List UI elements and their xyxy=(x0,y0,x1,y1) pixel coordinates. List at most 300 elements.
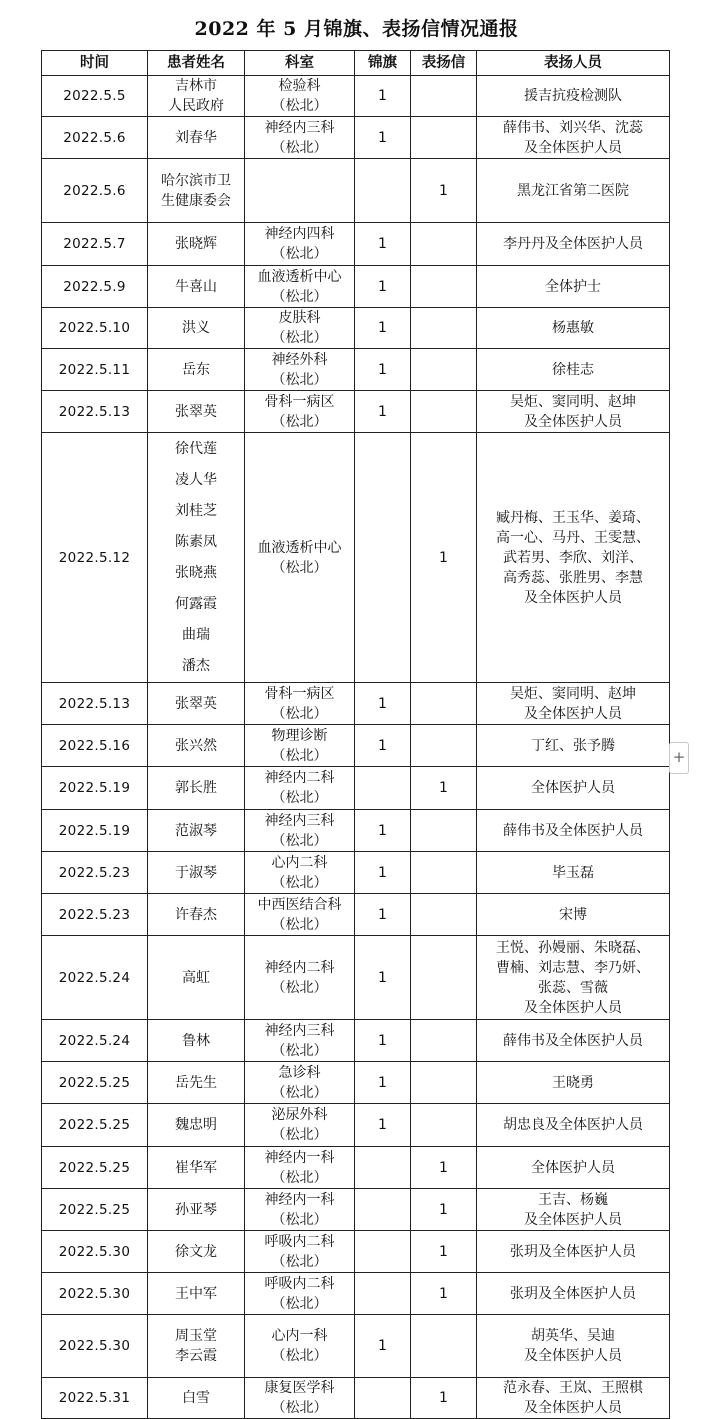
cell-line: 急诊科 xyxy=(278,1064,321,1081)
patient-cell xyxy=(148,767,245,810)
table-row xyxy=(42,117,670,159)
cell-line: （松北） xyxy=(271,559,328,576)
staff-cell xyxy=(477,266,670,308)
cell-line: 宋博 xyxy=(559,906,587,923)
letter-count-cell xyxy=(411,894,477,936)
table-row xyxy=(42,1104,670,1147)
cell-line: 神经内二科 xyxy=(264,770,335,786)
cell-line: 骨科一病区 xyxy=(264,685,335,702)
letter-count-cell: 1 xyxy=(411,1273,477,1315)
department-cell xyxy=(245,767,355,810)
cell-line: 王吉、杨巍 xyxy=(538,1191,608,1208)
staff-cell xyxy=(477,76,670,117)
cell-line: 及全体医护人员 xyxy=(524,413,622,430)
cell-line: 全体护士 xyxy=(545,278,601,295)
letter-count-cell: 1 xyxy=(411,1378,477,1419)
cell-line: 神经内一科 xyxy=(264,1149,335,1166)
cell-line: 张晓燕 xyxy=(175,564,217,581)
date-cell: 2022.5.19 xyxy=(42,767,148,810)
staff-cell xyxy=(477,391,670,433)
cell-line: 及全体医护人员 xyxy=(524,139,622,156)
cell-line: 及全体医护人员 xyxy=(524,1211,622,1228)
cell-line: 王中军 xyxy=(175,1285,217,1302)
cell-line: 皮肤科 xyxy=(278,310,321,326)
department-cell xyxy=(245,1147,355,1189)
date-cell: 2022.5.7 xyxy=(42,223,148,266)
staff-cell xyxy=(477,936,670,1020)
staff-cell xyxy=(477,1189,670,1231)
banner-count-cell: 1 xyxy=(355,266,411,308)
patient-cell xyxy=(148,1231,245,1273)
cell-line: 张兴然 xyxy=(175,737,217,754)
department-cell xyxy=(245,349,355,391)
department-cell xyxy=(245,76,355,117)
cell-line: （松北） xyxy=(271,288,328,305)
banner-count-cell xyxy=(355,1189,411,1231)
department-cell xyxy=(245,1189,355,1231)
banner-count-cell xyxy=(355,159,411,223)
patient-cell xyxy=(148,308,245,349)
cell-line: 康复医学科 xyxy=(264,1380,335,1396)
letter-count-cell xyxy=(411,308,477,349)
banner-count-cell xyxy=(355,1231,411,1273)
department-cell xyxy=(245,266,355,308)
banner-count-cell: 1 xyxy=(355,683,411,725)
date-cell: 2022.5.23 xyxy=(42,894,148,936)
cell-line: 黑龙江省第二医院 xyxy=(517,182,629,199)
patient-cell xyxy=(148,852,245,894)
staff-cell xyxy=(477,159,670,223)
cell-line: 洪义 xyxy=(182,320,210,336)
banner-count-cell: 1 xyxy=(355,894,411,936)
date-cell: 2022.5.12 xyxy=(42,433,148,683)
cell-line: 刘春华 xyxy=(175,129,217,146)
staff-cell xyxy=(477,349,670,391)
cell-line: 吴炬、窦同明、赵坤 xyxy=(510,685,636,702)
cell-line: 检验科 xyxy=(278,78,321,94)
banner-count-cell: 1 xyxy=(355,308,411,349)
staff-cell xyxy=(477,810,670,852)
date-cell: 2022.5.6 xyxy=(42,159,148,223)
banner-count-cell: 1 xyxy=(355,810,411,852)
cell-line: 中西医结合科 xyxy=(257,896,342,913)
table-row xyxy=(42,159,670,223)
cell-line: 魏忠明 xyxy=(175,1117,217,1133)
letter-count-cell: 1 xyxy=(411,767,477,810)
cell-line: 薛伟书、刘兴华、沈蕊 xyxy=(503,119,643,136)
cell-line: 武若男、李欣、刘洋、 xyxy=(503,549,643,566)
letter-count-cell xyxy=(411,1020,477,1062)
cell-line: 牛喜山 xyxy=(175,278,217,295)
cell-line: 许春杰 xyxy=(175,906,217,923)
cell-line: 张晓辉 xyxy=(175,236,217,252)
cell-line: （松北） xyxy=(271,1084,328,1101)
cell-line: 全体医护人员 xyxy=(531,1159,615,1176)
table-row xyxy=(42,76,670,117)
department-cell xyxy=(245,1104,355,1147)
cell-line: （松北） xyxy=(271,1295,328,1312)
cell-line: 骨科一病区 xyxy=(264,393,335,410)
cell-line: 泌尿外科 xyxy=(271,1107,328,1123)
department-cell xyxy=(245,223,355,266)
letter-count-cell xyxy=(411,725,477,767)
cell-line: 刘桂芝 xyxy=(175,502,217,519)
table-row xyxy=(42,894,670,936)
cell-line: 神经内三科 xyxy=(264,119,335,136)
date-cell: 2022.5.31 xyxy=(42,1378,148,1419)
cell-line: 呼吸内二科 xyxy=(264,1233,335,1250)
cell-line: 岳先生 xyxy=(175,1074,217,1091)
department-cell xyxy=(245,936,355,1020)
cell-line: 胡忠良及全体医护人员 xyxy=(503,1117,643,1133)
banner-count-cell xyxy=(355,767,411,810)
staff-cell xyxy=(477,1231,670,1273)
cell-line: （松北） xyxy=(271,1400,328,1416)
cell-line: （松北） xyxy=(271,413,328,430)
date-cell: 2022.5.9 xyxy=(42,266,148,308)
date-cell: 2022.5.25 xyxy=(42,1147,148,1189)
letter-count-cell xyxy=(411,1104,477,1147)
cell-line: （松北） xyxy=(271,1253,328,1270)
cell-line: 全体医护人员 xyxy=(531,780,615,796)
cell-line: （松北） xyxy=(271,747,328,764)
table-row xyxy=(42,852,670,894)
table-row xyxy=(42,725,670,767)
patient-cell xyxy=(148,894,245,936)
banner-count-cell: 1 xyxy=(355,1062,411,1104)
cell-line: 于淑琴 xyxy=(175,864,217,881)
staff-cell xyxy=(477,1378,670,1419)
banner-count-cell: 1 xyxy=(355,936,411,1020)
table-row xyxy=(42,1147,670,1189)
cell-line: 毕玉磊 xyxy=(552,864,594,881)
staff-cell xyxy=(477,683,670,725)
cell-line: （松北） xyxy=(271,98,328,114)
header-date: 时间 xyxy=(42,51,148,76)
patient-cell xyxy=(148,433,245,683)
cell-line: 张玥及全体医护人员 xyxy=(510,1243,636,1260)
letter-count-cell: 1 xyxy=(411,1231,477,1273)
cell-line: 周玉堂 xyxy=(175,1328,217,1344)
cell-line: （松北） xyxy=(271,832,328,849)
department-cell xyxy=(245,117,355,159)
table-row xyxy=(42,1231,670,1273)
cell-line: 及全体医护人员 xyxy=(524,1348,622,1364)
table-row xyxy=(42,810,670,852)
staff-cell xyxy=(477,767,670,810)
date-cell: 2022.5.11 xyxy=(42,349,148,391)
letter-count-cell xyxy=(411,810,477,852)
cell-line: 陈素凤 xyxy=(175,533,217,550)
banner-count-cell xyxy=(355,433,411,683)
table-row xyxy=(42,1062,670,1104)
cell-line: 胡英华、吴迪 xyxy=(531,1328,615,1344)
cell-line: 凌人华 xyxy=(175,471,217,488)
banner-count-cell: 1 xyxy=(355,223,411,266)
date-cell: 2022.5.10 xyxy=(42,308,148,349)
cell-line: 呼吸内二科 xyxy=(264,1275,335,1292)
date-cell: 2022.5.30 xyxy=(42,1231,148,1273)
department-cell xyxy=(245,159,355,223)
patient-cell xyxy=(148,76,245,117)
cell-line: 薛伟书及全体医护人员 xyxy=(503,822,643,839)
cell-line: 及全体医护人员 xyxy=(524,705,622,722)
patient-cell xyxy=(148,1147,245,1189)
table-header-row xyxy=(42,51,670,76)
date-cell: 2022.5.24 xyxy=(42,1020,148,1062)
date-cell: 2022.5.23 xyxy=(42,852,148,894)
staff-cell xyxy=(477,1273,670,1315)
header-banner: 锦旗 xyxy=(355,51,411,76)
banner-count-cell: 1 xyxy=(355,349,411,391)
cell-line: 神经内三科 xyxy=(264,1022,335,1039)
cell-line: 援吉抗疫检测队 xyxy=(524,88,622,104)
patient-cell xyxy=(148,810,245,852)
cell-line: 杨惠敏 xyxy=(552,320,594,336)
cell-line: 张玥及全体医护人员 xyxy=(510,1285,636,1302)
cell-line: 物理诊断 xyxy=(271,727,328,744)
date-cell: 2022.5.24 xyxy=(42,936,148,1020)
staff-cell xyxy=(477,308,670,349)
cell-line: 曹楠、刘志慧、李乃妍、 xyxy=(496,959,650,976)
banner-count-cell: 1 xyxy=(355,1315,411,1378)
cell-line: （松北） xyxy=(271,916,328,933)
table-row xyxy=(42,936,670,1020)
cell-line: （松北） xyxy=(271,1211,328,1228)
table-row xyxy=(42,433,670,683)
staff-cell xyxy=(477,117,670,159)
cell-line: 范淑琴 xyxy=(175,822,217,839)
department-cell xyxy=(245,391,355,433)
cell-line: 岳东 xyxy=(182,361,210,378)
cell-line: 血液透析中心 xyxy=(257,268,342,285)
letter-count-cell xyxy=(411,852,477,894)
letter-count-cell xyxy=(411,266,477,308)
letter-count-cell xyxy=(411,1062,477,1104)
cell-line: 薛伟书及全体医护人员 xyxy=(503,1032,643,1049)
cell-line: 及全体医护人员 xyxy=(524,1400,622,1416)
table-row xyxy=(42,349,670,391)
date-cell: 2022.5.25 xyxy=(42,1104,148,1147)
cell-line: 潘杰 xyxy=(182,657,210,674)
staff-cell xyxy=(477,1147,670,1189)
department-cell xyxy=(245,894,355,936)
cell-line: 血液透析中心 xyxy=(257,539,342,556)
patient-cell xyxy=(148,223,245,266)
cell-line: 高虹 xyxy=(182,969,210,986)
table-row xyxy=(42,1273,670,1315)
table-row xyxy=(42,223,670,266)
date-cell: 2022.5.25 xyxy=(42,1189,148,1231)
header-staff: 表扬人员 xyxy=(477,51,670,76)
cell-line: 生健康委会 xyxy=(161,192,231,209)
cell-line: 何露霞 xyxy=(175,595,217,612)
cell-line: 哈尔滨市卫 xyxy=(161,172,231,189)
date-cell: 2022.5.13 xyxy=(42,683,148,725)
patient-cell xyxy=(148,1315,245,1378)
cell-line: 高秀蕊、张胜男、李慧 xyxy=(503,569,643,586)
table-row xyxy=(42,767,670,810)
patient-cell xyxy=(148,266,245,308)
banner-count-cell xyxy=(355,1378,411,1419)
department-cell xyxy=(245,308,355,349)
cell-line: 张翠英 xyxy=(175,403,217,420)
patient-cell xyxy=(148,391,245,433)
date-cell: 2022.5.25 xyxy=(42,1062,148,1104)
letter-count-cell xyxy=(411,76,477,117)
cell-line: 神经内四科 xyxy=(264,226,335,242)
header-department: 科室 xyxy=(245,51,355,76)
letter-count-cell xyxy=(411,223,477,266)
cell-line: 曲瑞 xyxy=(182,626,210,643)
patient-cell xyxy=(148,117,245,159)
commendation-table xyxy=(41,50,670,1419)
department-cell xyxy=(245,1231,355,1273)
table-row xyxy=(42,1378,670,1419)
date-cell: 2022.5.13 xyxy=(42,391,148,433)
cell-line: 臧丹梅、王玉华、姜琦、 xyxy=(496,509,650,526)
letter-count-cell xyxy=(411,349,477,391)
staff-cell xyxy=(477,894,670,936)
cell-line: 人民政府 xyxy=(168,98,224,114)
date-cell: 2022.5.30 xyxy=(42,1315,148,1378)
department-cell xyxy=(245,433,355,683)
cell-line: 李云霞 xyxy=(175,1348,217,1364)
staff-cell xyxy=(477,725,670,767)
patient-cell xyxy=(148,936,245,1020)
department-cell xyxy=(245,725,355,767)
cell-line: 白雪 xyxy=(182,1390,210,1406)
letter-count-cell xyxy=(411,117,477,159)
staff-cell xyxy=(477,223,670,266)
table-row xyxy=(42,1189,670,1231)
cell-line: 王悦、孙嫚丽、朱晓磊、 xyxy=(496,939,650,956)
cell-line: （松北） xyxy=(271,1127,328,1143)
staff-cell xyxy=(477,1020,670,1062)
cell-line: 郭长胜 xyxy=(175,780,217,796)
date-cell: 2022.5.5 xyxy=(42,76,148,117)
cell-line: 高一心、马丹、王雯慧、 xyxy=(496,529,650,546)
table-row xyxy=(42,683,670,725)
staff-cell xyxy=(477,433,670,683)
letter-count-cell xyxy=(411,1315,477,1378)
banner-count-cell: 1 xyxy=(355,725,411,767)
cell-line: 心内一科 xyxy=(271,1328,328,1344)
patient-cell xyxy=(148,1378,245,1419)
patient-cell xyxy=(148,1020,245,1062)
page-title: 2022 年 5 月锦旗、表扬信情况通报 xyxy=(194,18,519,40)
cell-line: 张蕊、雪薇 xyxy=(538,979,608,996)
department-cell xyxy=(245,1062,355,1104)
header-patient: 患者姓名 xyxy=(148,51,245,76)
staff-cell xyxy=(477,1315,670,1378)
letter-count-cell xyxy=(411,391,477,433)
patient-cell xyxy=(148,1062,245,1104)
table-row xyxy=(42,308,670,349)
department-cell xyxy=(245,1020,355,1062)
banner-count-cell: 1 xyxy=(355,391,411,433)
department-cell xyxy=(245,852,355,894)
cell-line: 神经内一科 xyxy=(264,1191,335,1208)
cell-line: 王晓勇 xyxy=(552,1074,594,1091)
patient-cell xyxy=(148,1189,245,1231)
letter-count-cell: 1 xyxy=(411,1147,477,1189)
department-cell xyxy=(245,810,355,852)
cell-line: 李丹丹及全体医护人员 xyxy=(503,236,643,252)
cell-line: （松北） xyxy=(271,139,328,156)
cell-line: 崔华军 xyxy=(175,1159,217,1176)
cell-line: （松北） xyxy=(271,790,328,806)
cell-line: 神经外科 xyxy=(271,351,328,368)
department-cell xyxy=(245,1273,355,1315)
cell-line: （松北） xyxy=(271,1169,328,1186)
header-letter: 表扬信 xyxy=(411,51,477,76)
date-cell: 2022.5.30 xyxy=(42,1273,148,1315)
cell-line: 鲁林 xyxy=(182,1032,210,1049)
cell-line: （松北） xyxy=(271,874,328,891)
banner-count-cell: 1 xyxy=(355,852,411,894)
cell-line: 丁红、张予腾 xyxy=(531,737,615,754)
cell-line: 徐桂志 xyxy=(552,361,594,378)
cell-line: 张翠英 xyxy=(175,695,217,712)
letter-count-cell: 1 xyxy=(411,433,477,683)
patient-cell xyxy=(148,683,245,725)
cell-line: （松北） xyxy=(271,371,328,388)
table-row xyxy=(42,1020,670,1062)
staff-cell xyxy=(477,1104,670,1147)
banner-count-cell: 1 xyxy=(355,117,411,159)
cell-line: （松北） xyxy=(271,705,328,722)
date-cell: 2022.5.19 xyxy=(42,810,148,852)
banner-count-cell xyxy=(355,1147,411,1189)
cell-line: 孙亚琴 xyxy=(175,1201,217,1218)
cell-line: 徐代莲 xyxy=(175,440,217,457)
banner-count-cell xyxy=(355,1273,411,1315)
table-row xyxy=(42,266,670,308)
cell-line: 及全体医护人员 xyxy=(524,589,622,606)
department-cell xyxy=(245,1315,355,1378)
department-cell xyxy=(245,683,355,725)
cell-line: 吴炬、窦同明、赵坤 xyxy=(510,393,636,410)
letter-count-cell xyxy=(411,683,477,725)
cell-line: 徐文龙 xyxy=(175,1243,217,1260)
cell-line: 范永春、王岚、王照棋 xyxy=(503,1380,643,1396)
table-row xyxy=(42,1315,670,1378)
expand-button[interactable]: + xyxy=(669,742,689,774)
patient-cell xyxy=(148,1104,245,1147)
banner-count-cell: 1 xyxy=(355,1104,411,1147)
patient-cell xyxy=(148,159,245,223)
cell-line: （松北） xyxy=(271,330,328,346)
banner-count-cell: 1 xyxy=(355,1020,411,1062)
cell-line: 神经内三科 xyxy=(264,812,335,829)
cell-line: 及全体医护人员 xyxy=(524,999,622,1016)
department-cell xyxy=(245,1378,355,1419)
staff-cell xyxy=(477,1062,670,1104)
cell-line: （松北） xyxy=(271,246,328,262)
cell-line: 神经内二科 xyxy=(264,959,335,976)
date-cell: 2022.5.16 xyxy=(42,725,148,767)
table-row xyxy=(42,391,670,433)
patient-cell xyxy=(148,725,245,767)
cell-line: 吉林市 xyxy=(175,78,217,94)
patient-cell xyxy=(148,1273,245,1315)
cell-line: （松北） xyxy=(271,1348,328,1364)
staff-cell xyxy=(477,852,670,894)
date-cell: 2022.5.6 xyxy=(42,117,148,159)
letter-count-cell: 1 xyxy=(411,159,477,223)
banner-count-cell: 1 xyxy=(355,76,411,117)
